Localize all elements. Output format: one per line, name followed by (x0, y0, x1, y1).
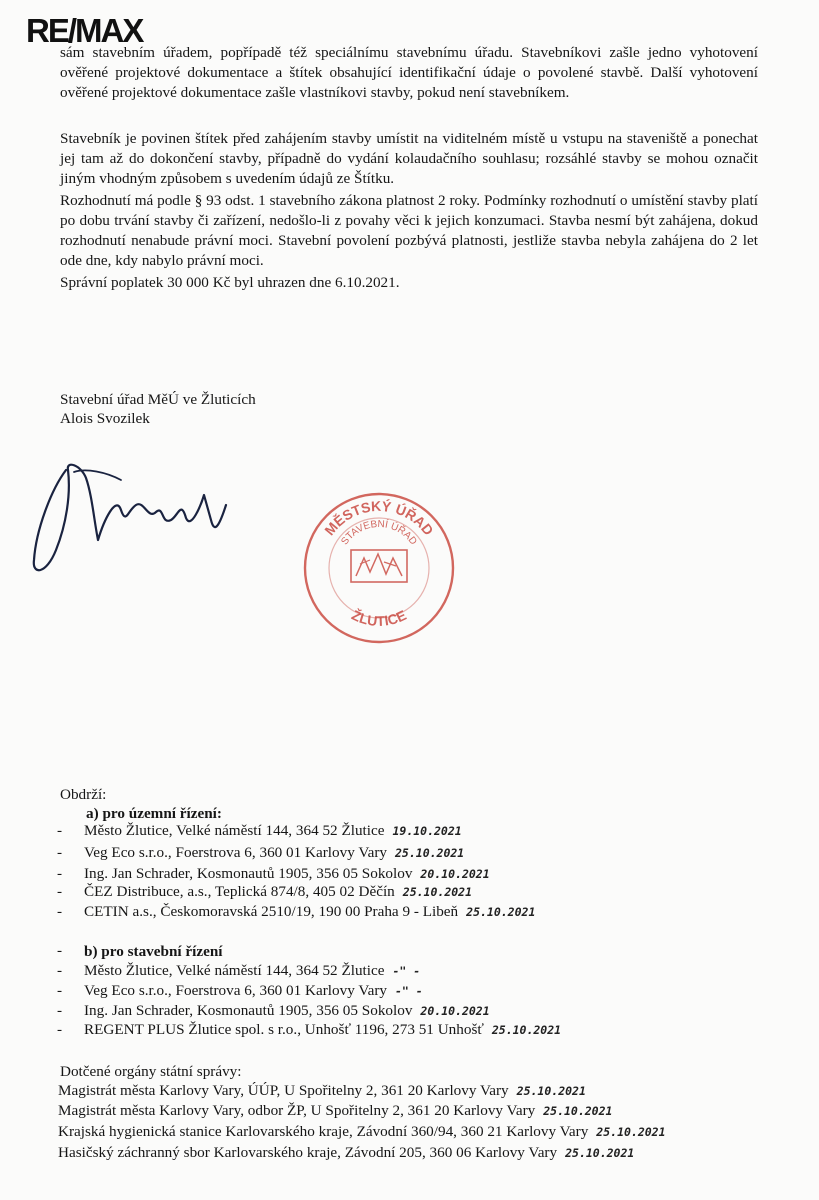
handwritten-date: 25.10.2021 (516, 1084, 586, 1098)
handwritten-signature (26, 450, 236, 580)
list-item: Krajská hygienická stanice Karlovarského kraje, Závodní 360/94, 360 21 Karlovy Vary 25.10.2021 (58, 1123, 666, 1140)
stamp-inner-text: STAVEBNÍ ÚŘAD (339, 518, 419, 548)
list-item: CETIN a.s., Českomoravská 2510/19, 190 00 Praha 9 - Libeň 25.10.2021 (84, 903, 536, 920)
handwritten-date: 25.10.2021 (491, 1023, 562, 1037)
handwritten-date: 25.10.2021 (565, 1146, 635, 1160)
list-item: Město Žlutice, Velké náměstí 144, 364 52 Žlutice 19.10.2021 (84, 822, 462, 839)
list-item: Hasičský záchranný sbor Karlovarského kraje, Závodní 205, 360 06 Karlovy Vary 25.10.2021 (58, 1144, 635, 1161)
remax-logo: RE/MAX (26, 12, 143, 49)
handwritten-date: 25.10.2021 (596, 1125, 666, 1139)
handwritten-date: 19.10.2021 (392, 824, 462, 838)
handwritten-date: -" - (395, 984, 423, 998)
official-stamp (300, 488, 458, 648)
stamp-top-text: MĚSTSKÝ ÚŘAD (321, 497, 437, 539)
list-item: Město Žlutice, Velké náměstí 144, 364 52 Žlutice -" - (84, 962, 421, 979)
list-item: Magistrát města Karlovy Vary, ÚÚP, U Spořitelny 2, 361 20 Karlovy Vary 25.10.2021 (58, 1082, 586, 1099)
paragraph-project-documentation: sám stavebním úřadem, popřípadě též speciálnímu stavebnímu úřadu. Stavebníkovi zašle jedno vyhotovení ověřené projektové dokumentace a štítek obsahující identifikační údaje o povolené stavbě. Další vyhotovení ověřené projektové dokumentace zašle vlastníkovi stavby, pokud není stavebníkem. (60, 44, 758, 101)
list-item: Veg Eco s.r.o., Foerstrova 6, 360 01 Karlovy Vary -" - (84, 982, 423, 999)
signature-name: Alois Svozilek (60, 410, 150, 427)
stamp-bottom-text: ŽLUTICE (349, 606, 409, 630)
paragraph-validity: Rozhodnutí má podle § 93 odst. 1 stavebního zákona platnost 2 roky. Podmínky rozhodnutí o umístění stavby platí po dobu trvání stavby či zařízení, nedošlo-li z povahy věci k jejich konzumaci. Stavba nesmí být zahájena, dokud rozhodnutí nenabude právní moci. Stavební povolení pozbývá platnosti, jestliže stavba nebyla zahájena do 2 let ode dne, kdy nabylo právní moci. (60, 192, 758, 269)
section-b-title: b) pro stavební řízení (84, 943, 223, 960)
handwritten-date: 20.10.2021 (420, 867, 490, 881)
handwritten-date: 20.10.2021 (420, 1004, 490, 1018)
paragraph-fee: Správní poplatek 30 000 Kč byl uhrazen dne 6.10.2021. (60, 274, 400, 291)
signature-office: Stavební úřad MěÚ ve Žluticích (60, 391, 256, 408)
section-a-title: a) pro územní řízení: (86, 805, 222, 822)
handwritten-date: 25.10.2021 (402, 885, 473, 899)
handwritten-date: 25.10.2021 (466, 905, 536, 919)
list-item: Veg Eco s.r.o., Foerstrova 6, 360 01 Karlovy Vary 25.10.2021 (84, 844, 465, 861)
svg-text:STAVEBNÍ ÚŘAD (339, 518, 418, 548)
authorities-heading: Dotčené orgány státní správy: (60, 1063, 242, 1080)
handwritten-date: -" - (392, 964, 421, 978)
list-item: REGENT PLUS Žlutice spol. s r.o., Unhošť 1196, 273 51 Unhošť 25.10.2021 (84, 1021, 562, 1038)
recipients-heading: Obdrží: (60, 786, 107, 803)
handwritten-date: 25.10.2021 (395, 846, 465, 860)
list-item: Magistrát města Karlovy Vary, odbor ŽP, U Spořitelny 2, 361 20 Karlovy Vary 25.10.2021 (58, 1102, 613, 1119)
coat-of-arms-icon (351, 550, 407, 582)
list-item: ČEZ Distribuce, a.s., Teplická 874/8, 405 02 Děčín 25.10.2021 (84, 883, 473, 900)
list-item: Ing. Jan Schrader, Kosmonautů 1905, 356 05 Sokolov 20.10.2021 (84, 865, 490, 882)
paragraph-site-label: Stavebník je povinen štítek před zahájením stavby umístit na viditelném místě u vstupu na staveniště a ponechat jej tam až do dokončení stavby, případně do vydání kolaudačního souhlasu; rozsáhlé stavby se mohou označit jiným vhodným způsobem s uvedením údajů ze Štítku. (60, 130, 758, 187)
list-item: Ing. Jan Schrader, Kosmonautů 1905, 356 05 Sokolov 20.10.2021 (84, 1002, 490, 1019)
handwritten-date: 25.10.2021 (543, 1104, 613, 1118)
svg-text:ŽLUTICE (349, 606, 409, 629)
